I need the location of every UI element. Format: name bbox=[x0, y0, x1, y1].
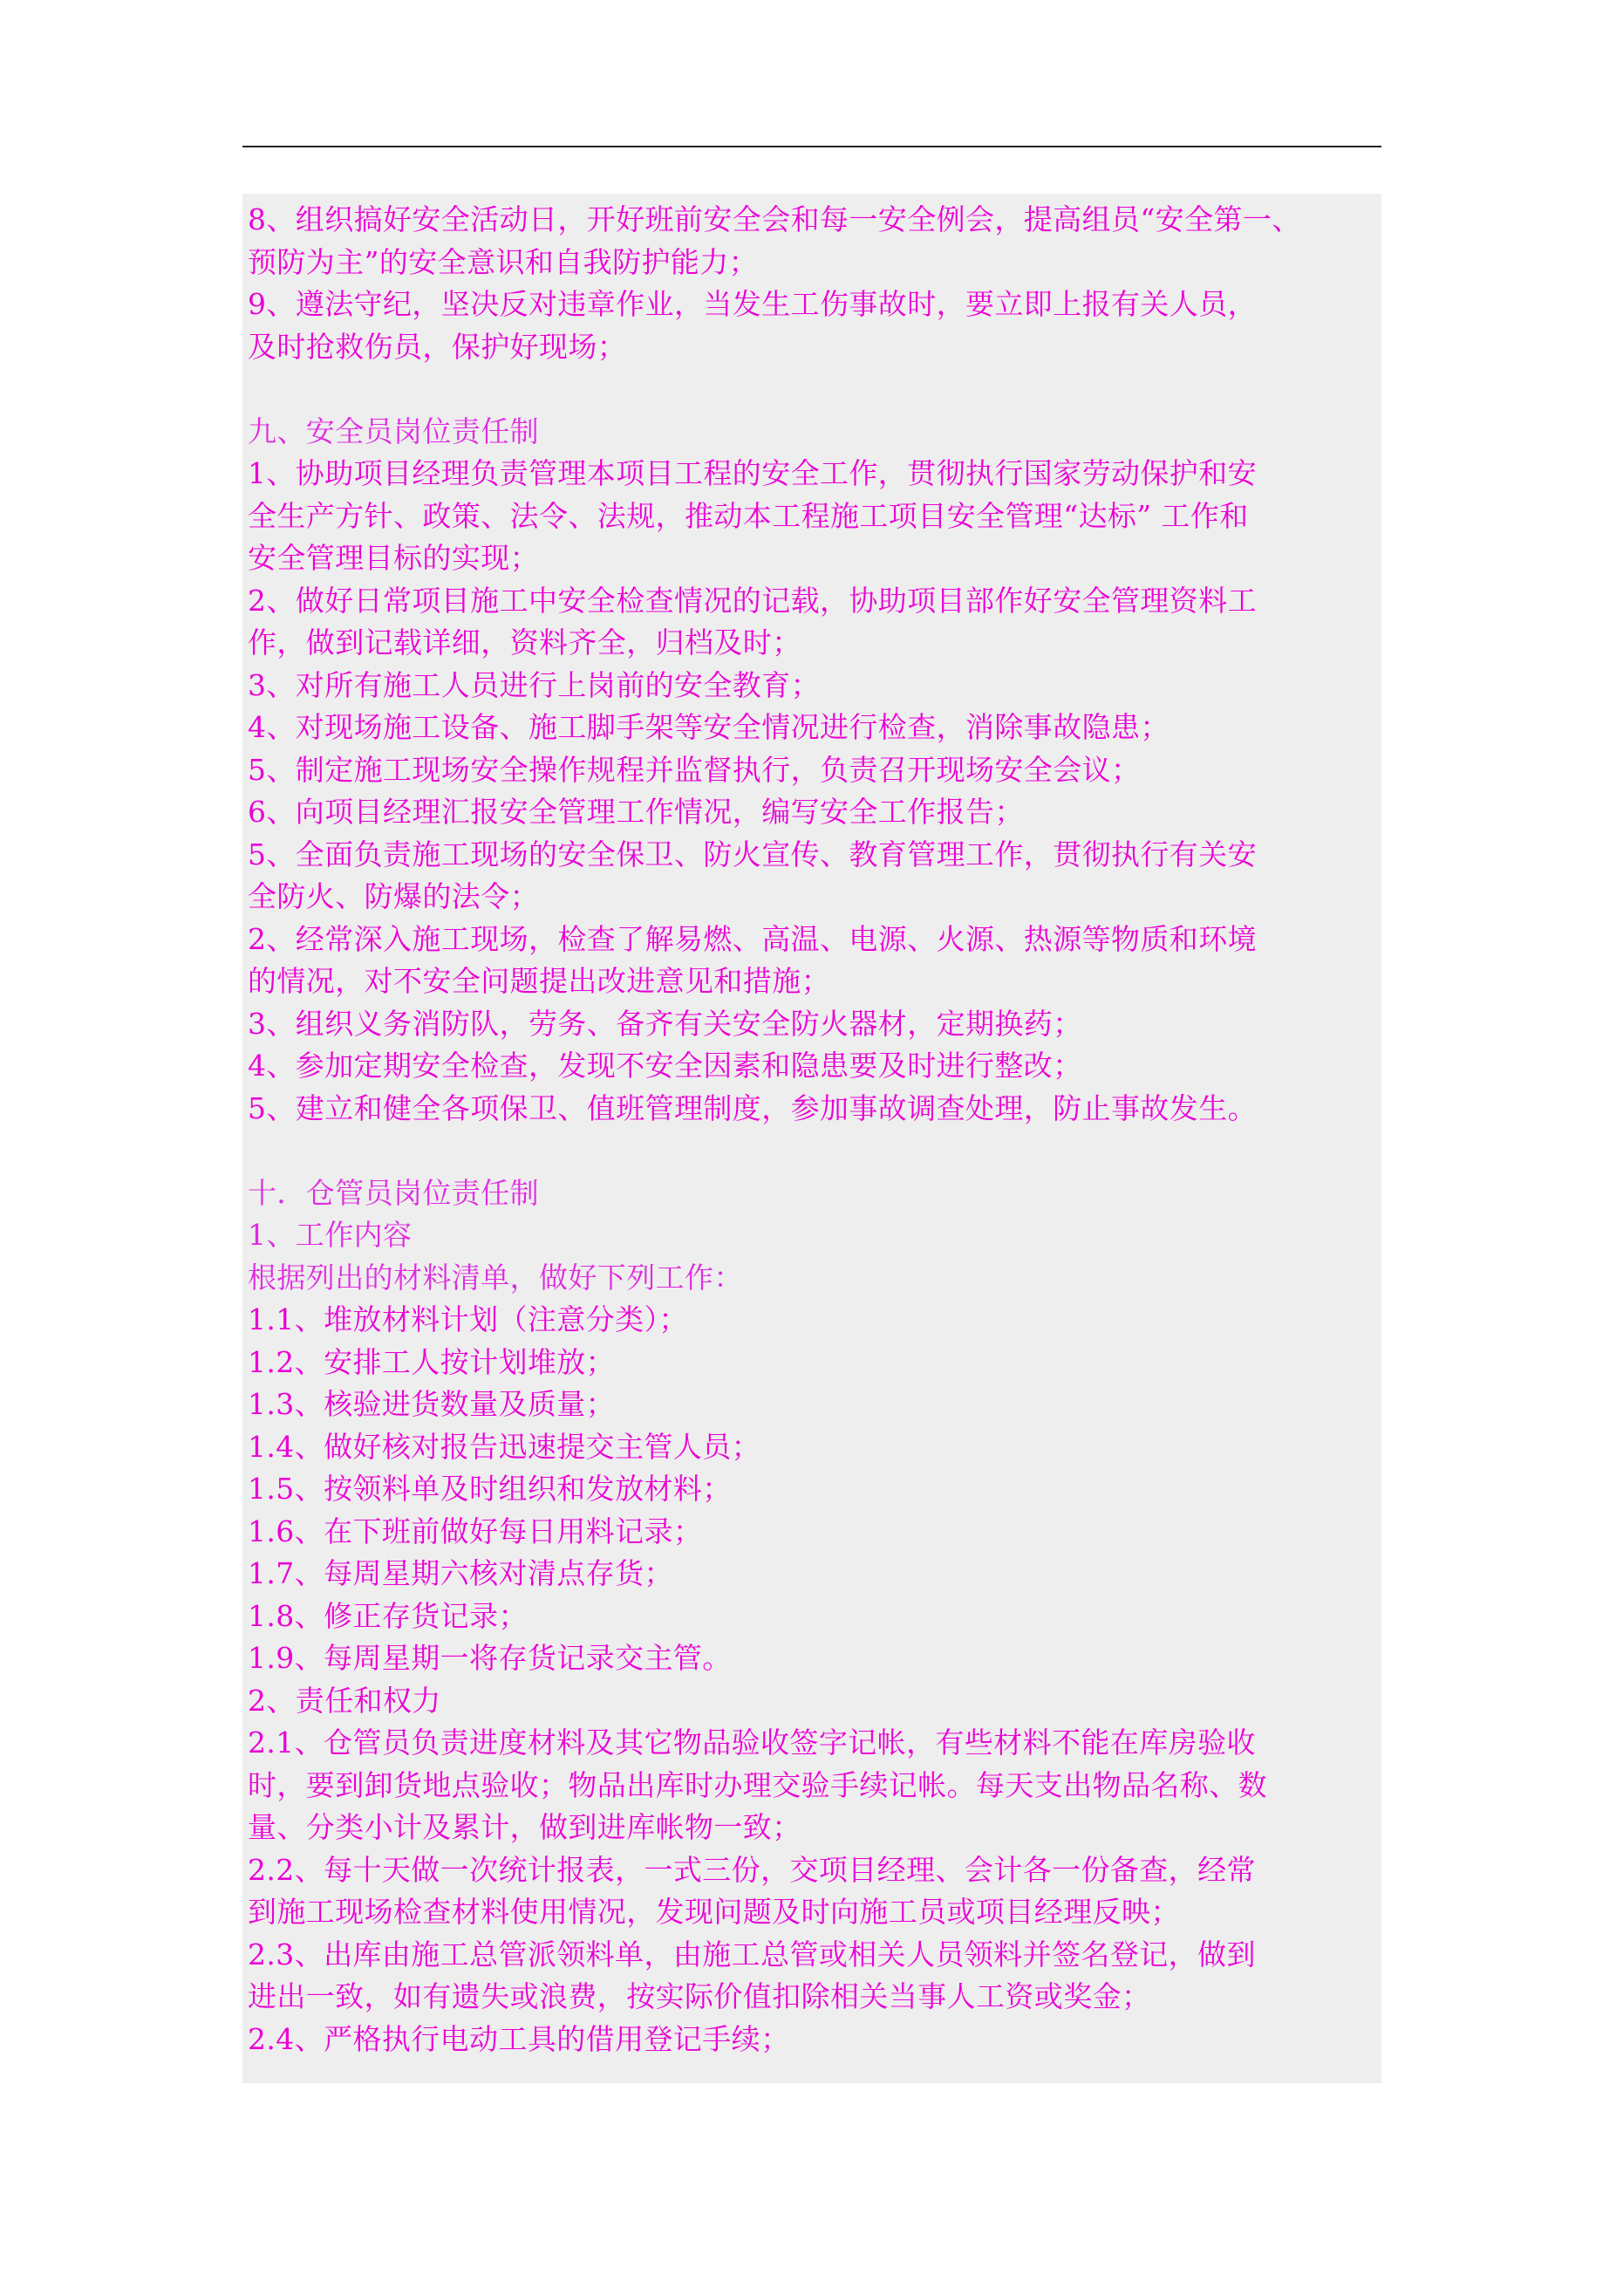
text-line: 5、全面负责施工现场的安全保卫、防火宣传、教育管理工作，贯彻执行有关安 bbox=[248, 837, 1257, 871]
text-line: 2、经常深入施工现场，检查了解易燃、高温、电源、火源、热源等物质和环境 bbox=[248, 921, 1257, 956]
text-line: 4、对现场施工设备、施工脚手架等安全情况进行检查，消除事故隐患； bbox=[248, 710, 1170, 744]
text-line: 1、协助项目经理负责管理本项目工程的安全工作，贯彻执行国家劳动保护和安 bbox=[248, 456, 1257, 490]
text-line: 1.9、每周星期一将存货记录交主管。 bbox=[248, 1641, 732, 1675]
text-line: 3、组织义务消防队，劳务、备齐有关安全防火器材，定期换药； bbox=[248, 1006, 1082, 1041]
blank-line bbox=[248, 368, 1378, 411]
text-line: 量、分类小计及累计，做到进库帐物一致； bbox=[248, 1810, 801, 1844]
text-line: 进出一致，如有遗失或浪费，按实际价值扣除相关当事人工资或奖金； bbox=[248, 1979, 1151, 2013]
text-line: 预防为主”的安全意识和自我防护能力； bbox=[248, 244, 759, 279]
text-line: 1.2、安排工人按计划堆放； bbox=[248, 1344, 616, 1379]
text-line: 安全管理目标的实现； bbox=[248, 541, 539, 575]
text-line: 的情况，对不安全问题提出改进意见和措施； bbox=[248, 964, 830, 998]
section-heading-warehouse-keeper: 十．仓管员岗位责任制 bbox=[248, 1175, 539, 1210]
text-line: 到施工现场检查材料使用情况，发现问题及时向施工员或项目经理反映； bbox=[248, 1895, 1180, 1929]
document-body bbox=[242, 194, 1381, 2083]
text-line: 4、参加定期安全检查，发现不安全因素和隐患要及时进行整改； bbox=[248, 1049, 1082, 1083]
text-line: 2.1、仓管员负责进度材料及其它物品验收签字记帐，有些材料不能在库房验收 bbox=[248, 1725, 1256, 1760]
text-line: 1.6、在下班前做好每日用料记录； bbox=[248, 1514, 703, 1548]
text-line: 2.2、每十天做一次统计报表，一式三份，交项目经理、会计各一份备查，经常 bbox=[248, 1852, 1256, 1887]
text-line: 2.3、出库由施工总管派领料单，由施工总管或相关人员领料并签名登记，做到 bbox=[248, 1937, 1256, 1971]
text-line: 1.4、做好核对报告迅速提交主管人员； bbox=[248, 1429, 761, 1464]
text-line: 3、对所有施工人员进行上岗前的安全教育； bbox=[248, 667, 820, 702]
text-line: 5、制定施工现场安全操作规程并监督执行，负责召开现场安全会议； bbox=[248, 752, 1141, 787]
text-line: 1.5、按领料单及时组织和发放材料； bbox=[248, 1472, 732, 1506]
text-line: 5、建立和健全各项保卫、值班管理制度，参加事故调查处理，防止事故发生。 bbox=[248, 1090, 1257, 1125]
text-line: 全防火、防爆的法令； bbox=[248, 879, 539, 913]
text-line: 9、遵法守纪，坚决反对违章作业，当发生工伤事故时，要立即上报有关人员， bbox=[248, 287, 1257, 321]
text-line: 全生产方针、政策、法令、法规，推动本工程施工项目安全管理“达标” 工作和 bbox=[248, 498, 1249, 533]
section-heading-safety-officer: 九、安全员岗位责任制 bbox=[248, 413, 539, 448]
text-line: 2、做好日常项目施工中安全检查情况的记载，协助项目部作好安全管理资料工 bbox=[248, 583, 1257, 618]
text-line: 时，要到卸货地点验收；物品出库时办理交验手续记帐。每天支出物品名称、数 bbox=[248, 1767, 1267, 1802]
text-line: 及时抢救伤员，保护好现场； bbox=[248, 329, 627, 364]
text-line: 根据列出的材料清单，做好下列工作： bbox=[248, 1260, 743, 1295]
text-line: 6、向项目经理汇报安全管理工作情况，编写安全工作报告； bbox=[248, 795, 1024, 829]
header-rule bbox=[242, 146, 1381, 147]
text-line: 1.7、每周星期六核对清点存货； bbox=[248, 1556, 673, 1590]
blank-line bbox=[248, 1130, 1378, 1172]
text-line: 8、组织搞好安全活动日，开好班前安全会和每一安全例会，提高组员“安全第一、 bbox=[248, 202, 1301, 236]
subsection-heading-work-content: 1、工作内容 bbox=[248, 1218, 413, 1252]
text-line: 作，做到记载详细，资料齐全，归档及时； bbox=[248, 625, 801, 659]
text-line: 1.8、修正存货记录； bbox=[248, 1598, 528, 1633]
text-line: 1.3、核验进货数量及质量； bbox=[248, 1387, 616, 1421]
subsection-heading-responsibility: 2、责任和权力 bbox=[248, 1683, 441, 1718]
text-line: 1.1、堆放材料计划（注意分类）； bbox=[248, 1302, 688, 1336]
text-line: 2.4、严格执行电动工具的借用登记手续； bbox=[248, 2021, 790, 2056]
